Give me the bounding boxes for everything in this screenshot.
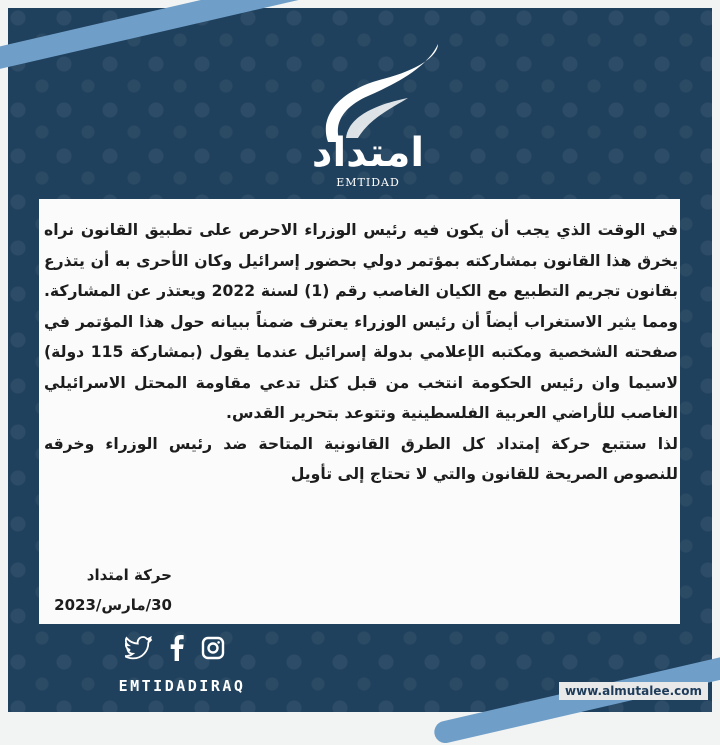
facebook-icon[interactable]: [169, 635, 185, 665]
emtidad-logo: [288, 34, 448, 194]
social-icons: [120, 634, 230, 666]
twitter-icon[interactable]: [125, 636, 153, 664]
social-handle: EMTIDADIRAQ: [118, 677, 246, 695]
signature-org: حركة امتداد: [86, 566, 172, 584]
signature-date: 30/مارس/2023: [54, 596, 172, 614]
statement-paragraph-2: لذا ستتبع حركة إمتداد كل الطرق القانونية المتاحة ضد رئيس الوزراء وخرقه للنصوص الصريحة للقانون والتي لا تحتاج إلى تأويل: [44, 434, 678, 483]
statement-paragraph-1: في الوقت الذي يجب أن يكون فيه رئيس الوزراء الاحرص على تطبيق القانون نراه يخرق هذا القانون بمشاركته بمؤتمر دولي بحضور إسرائيل وكان الأحرى به أن يتذرع بقانون تجريم التطبيع مع الكيان الغاصب رقم (1) لسنة 2022 ويعتذر عن المشاركة. ومما يثير الاستغراب أيضاً أن رئيس الوزراء يعترف ضمناً ببيانه حول هذا المؤتمر في صفحته الشخصية ومكتبه الإعلامي بدولة إسرائيل عندما يقول (بمشاركة 115 دولة) لاسيما وان رئيس الحكومة انتخب من قبل كتل تدعي مقاومة المحتل الاسرائيلي الغاصب للأراضي العربية الفلسطينية وتتوعد بتحرير القدس.: [44, 221, 679, 422]
site-watermark: www.almutalee.com: [559, 682, 708, 700]
logo-arabic-text: امتداد: [311, 130, 425, 176]
signature-block: [52, 562, 172, 618]
statement-body: [44, 215, 678, 490]
instagram-icon[interactable]: [201, 636, 225, 664]
logo-latin-text: EMTIDAD: [336, 176, 400, 189]
